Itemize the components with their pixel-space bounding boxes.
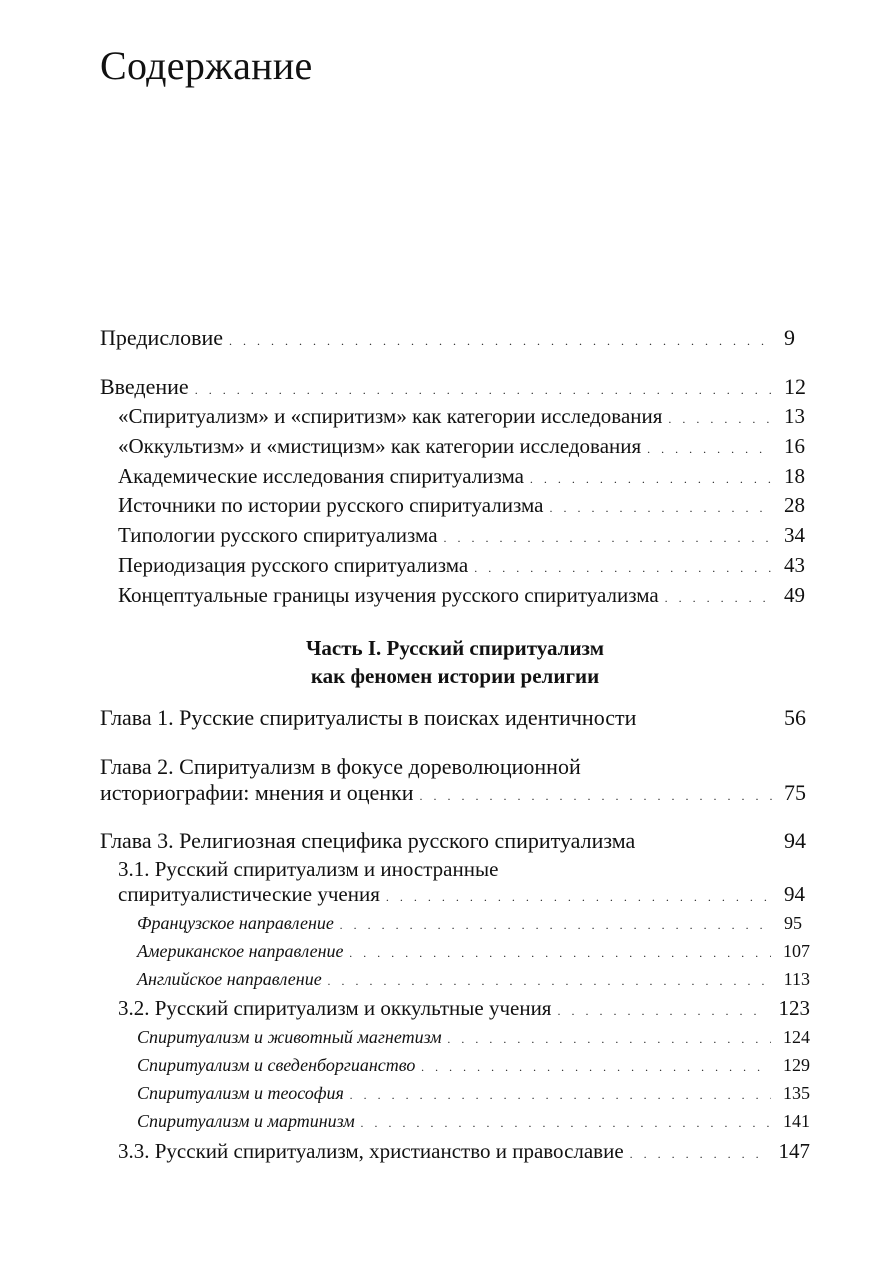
leader-dots [229, 334, 772, 349]
toc-entry-chapter-3[interactable] [100, 828, 810, 854]
toc-entry-subsection[interactable] [137, 1111, 810, 1132]
toc-entry-intro-item[interactable] [118, 434, 810, 459]
toc-page-number: 95 [784, 913, 802, 933]
toc-entry-label: Глава 3. Религиозная специфика русского спиритуализма [100, 828, 636, 853]
leader-dots [630, 1147, 767, 1162]
toc-entry-subsection[interactable] [137, 941, 810, 962]
toc-page-number: 141 [783, 1111, 810, 1131]
toc-page-number: 94 [784, 882, 805, 906]
toc-entry-label: Концептуальные границы изучения русского спиритуализма [118, 583, 659, 607]
toc-page-number: 13 [784, 404, 805, 428]
leader-dots [448, 1032, 771, 1047]
toc-page-number: 124 [783, 1027, 810, 1047]
leader-dots [474, 561, 772, 576]
toc-page-number: 34 [784, 523, 805, 547]
toc-entry-label: Периодизация русского спиритуализма [118, 553, 469, 577]
toc-entry-chapter-2[interactable] [100, 780, 810, 806]
toc-page-number: 94 [784, 828, 806, 853]
toc-entry-intro[interactable] [100, 374, 810, 400]
toc-entry-section-3-1[interactable] [118, 882, 810, 907]
toc-entry-label: Глава 1. Русские спиритуалисты в поисках идентичности [100, 705, 637, 730]
leader-dots [665, 591, 772, 606]
toc-entry-subsection[interactable] [137, 969, 810, 990]
toc-entry-label: «Спиритуализм» и «спиритизм» как категории исследования [118, 404, 663, 428]
toc-entry-intro-item[interactable] [118, 464, 810, 489]
toc-page-number: 28 [784, 493, 805, 517]
toc-entry-preface[interactable] [100, 325, 810, 351]
leader-dots [350, 1088, 771, 1103]
toc-entry-label: Спиритуализм и сведенборгианство [137, 1055, 416, 1075]
toc-entry-label: Источники по истории русского спиритуализма [118, 493, 544, 517]
part-title-line: как феномен истории религии [310, 664, 600, 688]
toc-entry-chapter-2-line1[interactable]: Глава 2. Спиритуализм в фокусе дореволюционной [100, 754, 581, 779]
toc-entry-chapter-1[interactable] [100, 705, 810, 731]
toc-entry-intro-item[interactable] [118, 523, 810, 548]
leader-dots [421, 1060, 771, 1075]
toc-page-number: 18 [784, 464, 805, 488]
toc-page-number: 107 [783, 941, 810, 961]
leader-dots [557, 1004, 766, 1019]
toc-entry-intro-item[interactable] [118, 493, 810, 518]
toc-entry-label: историографии: мнения и оценки [100, 780, 414, 805]
toc-entry-section-3-3[interactable] [118, 1139, 810, 1164]
leader-dots [340, 918, 772, 933]
toc-page-number: 12 [784, 374, 806, 399]
toc-page-number: 49 [784, 583, 805, 607]
leader-dots [530, 472, 772, 487]
toc-entry-label: Типологии русского спиритуализма [118, 523, 438, 547]
toc-entry-label: Академические исследования спиритуализма [118, 464, 524, 488]
toc-page-number: 135 [783, 1083, 810, 1103]
toc-entry-intro-item[interactable] [118, 583, 810, 608]
toc-entry-section-3-2[interactable] [118, 996, 810, 1021]
toc-entry-subsection[interactable] [137, 1055, 810, 1076]
toc-entry-subsection[interactable] [137, 1027, 810, 1048]
page-title: Содержание [100, 43, 313, 88]
toc-page-number: 129 [783, 1055, 810, 1075]
toc-entry-intro-item[interactable] [118, 404, 810, 429]
toc-entry-label: 3.2. Русский спиритуализм и оккультные учения [118, 996, 552, 1020]
part-title [100, 634, 810, 690]
toc-page-number: 123 [778, 996, 810, 1020]
leader-dots [668, 412, 772, 427]
toc-entry-label: Спиритуализм и животный магнетизм [137, 1027, 442, 1047]
leader-dots [647, 442, 772, 457]
toc-page-number: 16 [784, 434, 805, 458]
toc-entry-intro-item[interactable] [118, 553, 810, 578]
toc-entry-label: Предисловие [100, 325, 223, 350]
leader-dots [444, 531, 772, 546]
leader-dots [361, 1116, 771, 1131]
toc-page-number: 75 [784, 780, 806, 805]
toc-page-number: 113 [783, 969, 810, 989]
toc-entry-section-3-1-line1[interactable]: 3.1. Русский спиритуализм и иностранные [118, 857, 499, 881]
leader-dots [549, 501, 772, 516]
leader-dots [386, 890, 772, 905]
part-title-line: Часть I. Русский спиритуализм [305, 636, 605, 660]
toc-page-number: 9 [784, 325, 795, 350]
toc-entry-label: Спиритуализм и мартинизм [137, 1111, 355, 1131]
toc-page-number: 56 [784, 705, 806, 730]
toc-entry-label: Спиритуализм и теософия [137, 1083, 344, 1103]
toc-page-number: 43 [784, 553, 805, 577]
toc-entry-label: Английское направление [137, 969, 322, 989]
toc-entry-label: Французское направление [137, 913, 334, 933]
leader-dots [328, 974, 772, 989]
leader-dots [350, 946, 771, 961]
toc-page-number: 147 [778, 1139, 810, 1163]
toc-entry-label: «Оккультизм» и «мистицизм» как категории исследования [118, 434, 642, 458]
toc-entry-label: Введение [100, 374, 189, 399]
toc-entry-subsection[interactable] [137, 1083, 810, 1104]
leader-dots [195, 383, 772, 398]
toc-entry-label: спиритуалистические учения [118, 882, 380, 906]
leader-dots [420, 789, 772, 804]
toc-entry-label: 3.3. Русский спиритуализм, христианство и православие [118, 1139, 624, 1163]
toc-entry-label: Американское направление [137, 941, 344, 961]
toc-entry-subsection[interactable] [137, 913, 810, 934]
